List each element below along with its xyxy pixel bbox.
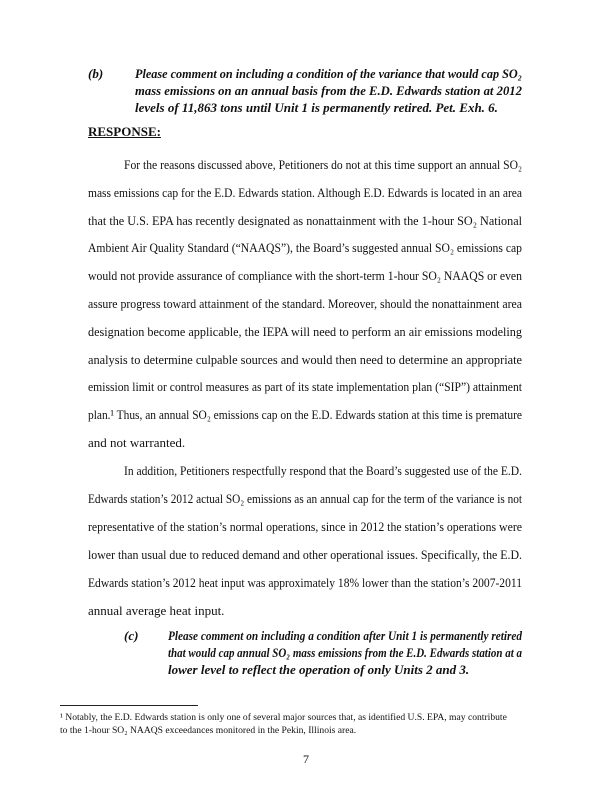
paragraph-line: Edwards station’s 2012 heat input was approximately 18% lower than the station’s 2007-2011 [88, 575, 522, 590]
question-c-label: (c) [124, 628, 139, 643]
paragraph-line: lower than usual due to reduced demand and other operational issues. Specifically, the E.D. [88, 547, 522, 562]
footnote-divider [60, 705, 198, 706]
question-b-label: (b) [88, 66, 104, 81]
paragraph-line: Edwards station’s 2012 actual SO₂ emissions as an annual cap for the term of the variance is not [88, 491, 522, 506]
paragraph-line: annual average heat input. [88, 603, 225, 618]
footnote-line: ¹ Notably, the E.D. Edwards station is only one of several major sources that, as identified U.S. EPA, may contribute [60, 712, 507, 723]
paragraph-line: and not warranted. [88, 435, 186, 450]
paragraph-line: would not provide assurance of compliance with the short-term 1-hour SO₂ NAAQS or even [88, 268, 522, 283]
paragraph-line: emission limit or control measures as part of its state implementation plan (“SIP”) attainment [88, 379, 522, 394]
question-c-line: lower level to reflect the operation of only Units 2 and 3. [168, 662, 470, 677]
paragraph-line: designation become applicable, the IEPA will need to perform an air emissions modeling [88, 324, 522, 339]
paragraph-line: representative of the station’s normal operations, since in 2012 the station’s operations were [88, 519, 522, 534]
paragraph-line: Ambient Air Quality Standard (“NAAQS”), the Board’s suggested annual SO₂ emissions cap [88, 240, 522, 255]
paragraph-line: that the U.S. EPA has recently designated as nonattainment with the 1-hour SO₂ National [88, 213, 522, 228]
paragraph-line: In addition, Petitioners respectfully respond that the Board’s suggested use of the E.D. [124, 463, 522, 478]
paragraph-line: plan.¹ Thus, an annual SO₂ emissions cap on the E.D. Edwards station at this time is premature [88, 407, 522, 422]
paragraph-line: mass emissions cap for the E.D. Edwards station. Although E.D. Edwards is located in an area [88, 185, 522, 200]
question-b-line: mass emissions on an annual basis from the E.D. Edwards station at 2012 [135, 83, 522, 98]
paragraph-line: For the reasons discussed above, Petitioners do not at this time support an annual SO₂ [124, 157, 522, 172]
paragraph-line: analysis to determine culpable sources and would then need to determine an appropriate [88, 352, 522, 367]
question-b-line: Please comment on including a condition of the variance that would cap SO₂ [135, 66, 522, 81]
paragraph-line: assure progress toward attainment of the standard. Moreover, should the nonattainment area [88, 296, 522, 311]
question-c-line: that would cap annual SO₂ mass emissions from the E.D. Edwards station at a [168, 645, 522, 660]
question-c-line: Please comment on including a condition after Unit 1 is permanently retired [168, 628, 522, 643]
footnote-line: to the 1-hour SO₂ NAAQS exceedances monitored in the Pekin, Illinois area. [60, 725, 357, 736]
question-b-line: levels of 11,863 tons until Unit 1 is permanently retired. Pet. Exh. 6. [135, 100, 498, 115]
response-heading: RESPONSE: [88, 124, 161, 139]
page-number: 7 [303, 752, 309, 766]
